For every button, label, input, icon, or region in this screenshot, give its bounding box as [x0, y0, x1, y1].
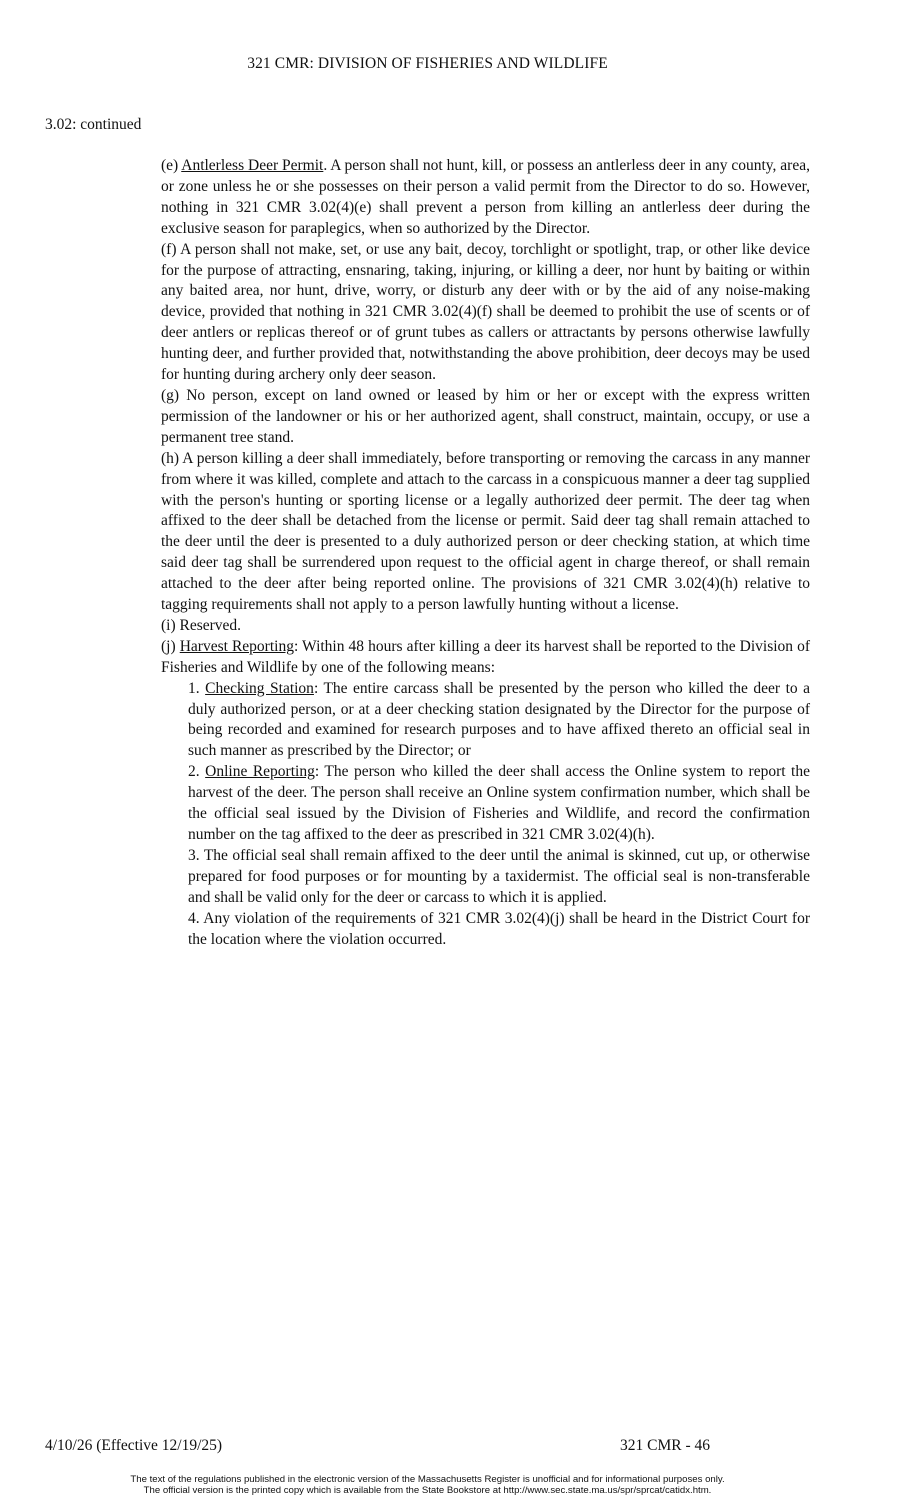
- paragraph-e-text: . A person shall not hunt, kill, or possess an antlerless deer in any county, area, or zone unless he or she possesses on their person a valid permit from the Director to do so. However, nothing in 321 CMR 3.02(4)(e) shall prevent a person from killing an antlerless deer during the exclusive season for paraplegics, when so authorized by the Director.: [161, 157, 810, 237]
- subparagraph-j-1-label: 1.: [188, 679, 206, 697]
- regulation-body: [161, 156, 810, 950]
- subparagraph-j-2-text: : The person who killed the deer shall access the Online system to report the harvest of the deer. The person shall receive an Online system confirmation number, which shall be the official seal issued by the Division of Fisheries and Wildlife, and record the confirmation number on the tag affixed to the deer as prescribed in 321 CMR 3.02(4)(h).: [188, 763, 810, 843]
- subparagraph-j-1-text: : The entire carcass shall be presented by the person who killed the deer to a duly authorized person, or at a deer checking station designated by the Director for the purpose of being recorded and examined for research purposes and to have affixed thereto an official seal in such manner as prescribed by the Director; or: [188, 679, 810, 760]
- disclaimer-line-2: The official version is the printed copy which is available from the State Bookstore at http://www.sec.state.ma.us/spr/sprcat/catidx.htm.: [143, 1485, 712, 1496]
- footer-disclaimer: [0, 1474, 855, 1496]
- page-header: 321 CMR: DIVISION OF FISHERIES AND WILDLIFE: [247, 55, 608, 72]
- paragraph-e-heading: Antlerless Deer Permit: [181, 157, 324, 174]
- paragraph-i: (i) Reserved.: [161, 616, 242, 634]
- paragraph-f: (f) A person shall not make, set, or use any bait, decoy, torchlight or spotlight, trap, or other like device for the purpose of attracting, ensnaring, taking, injuring, or killing a deer, nor hunt by baiting or within any baited area, nor hunt, drive, worry, or disturb any deer with or by the aid of any noise-making device, provided that nothing in 321 CMR 3.02(4)(f) shall be deemed to prohibit the use of scents or of deer antlers or replicas thereof or of grunt tubes as callers or attractants by persons otherwise lawfully hunting deer, and further provided that, notwithstanding the above prohibition, deer decoys may be used for hunting during archery only deer season.: [161, 240, 810, 384]
- section-continued-label: 3.02: continued: [45, 116, 142, 133]
- footer-date: 4/10/26 (Effective 12/19/25): [45, 1437, 223, 1454]
- paragraph-j-text: : Within 48 hours after killing a deer its harvest shall be reported to the Division of Fisheries and Wildlife by one of the following means:: [161, 637, 811, 676]
- subparagraph-j-2: [188, 762, 810, 846]
- paragraph-j-label: (j): [161, 637, 180, 655]
- subparagraph-j-1-heading: Checking Station: [205, 679, 314, 697]
- subparagraph-j-2-heading: Online Reporting: [205, 763, 315, 781]
- paragraph-j: [161, 637, 810, 679]
- subparagraph-j-1: [188, 679, 810, 763]
- paragraph-h: (h) A person killing a deer shall immediately, before transporting or removing the carcass in any manner from where it was killed, complete and attach to the carcass in a conspicuous manner a deer tag supplied with the person's hunting or sporting license or a legally authorized deer permit. The deer tag when affixed to the deer shall be detached from the license or permit. Said deer tag shall remain attached to the deer until the deer is presented to a duly authorized person or deer checking station, at which time said deer tag shall be surrendered upon request to the official agent in charge thereof, or shall remain attached to the deer after being reported online. The provisions of 321 CMR 3.02(4)(h) relative to tagging requirements shall not apply to a person lawfully hunting without a license.: [161, 449, 810, 614]
- subparagraph-j-4: 4. Any violation of the requirements of 321 CMR 3.02(4)(j) shall be heard in the District Court for the location where the violation occurred.: [188, 909, 810, 948]
- disclaimer-line-1: The text of the regulations published in the electronic version of the Massachusetts Register is unofficial and for informational purposes only.: [130, 1474, 725, 1485]
- paragraph-j-heading: Harvest Reporting: [179, 637, 294, 655]
- subparagraph-j-3: 3. The official seal shall remain affixed to the deer until the animal is skinned, cut up, or otherwise prepared for food purposes or for mounting by a taxidermist. The official seal is non-transferable and shall be valid only for the deer or carcass to which it is applied.: [188, 846, 810, 906]
- paragraph-e: [161, 156, 810, 240]
- subparagraph-j-2-label: 2.: [188, 763, 206, 781]
- footer-page-number: 321 CMR - 46: [620, 1437, 710, 1454]
- paragraph-g: (g) No person, except on land owned or leased by him or her or except with the express written permission of the landowner or his or her authorized agent, shall construct, maintain, occupy, or use a permanent tree stand.: [161, 386, 810, 446]
- paragraph-e-label: (e): [161, 157, 182, 174]
